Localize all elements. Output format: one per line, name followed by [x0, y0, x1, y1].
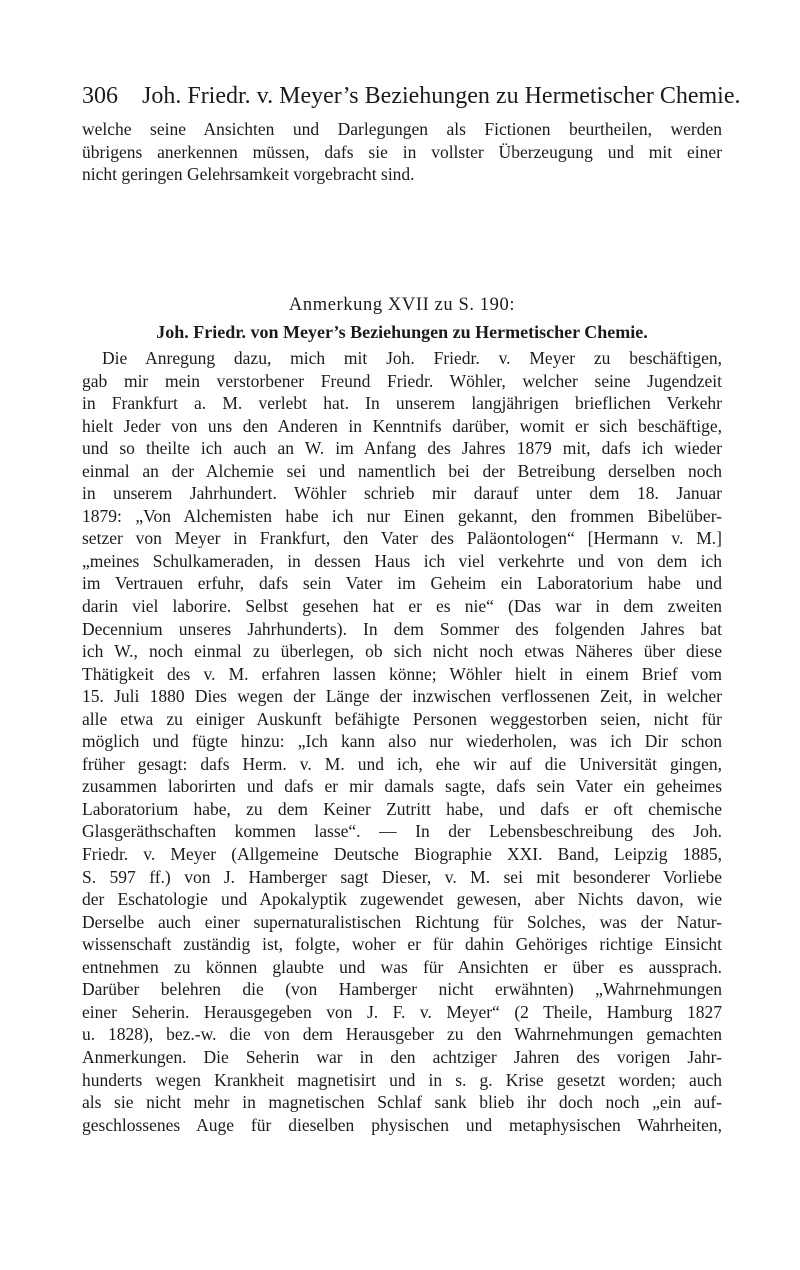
text-line: einmal an der Alchemie sei und namentlich bei der Betreibung derselben noch	[82, 460, 722, 481]
text-line: Darüber belehren die (von Hamberger nicht erwähnten) „Wahrnehmungen	[82, 979, 722, 1000]
page-header	[82, 82, 741, 110]
page-number: 306	[82, 83, 118, 109]
text-line: nicht geringen Gelehrsamkeit vorgebracht sind.	[82, 164, 415, 185]
intro-paragraph	[82, 118, 722, 186]
text-line: einer Seherin. Herausgegeben von J. F. v. Meyer“ (2 Theile, Hamburg 1827	[82, 1001, 722, 1022]
text-line: welche seine Ansichten und Darlegungen als Fictionen beurtheilen, werden	[82, 119, 722, 139]
text-line: S. 597 ff.) von J. Hamberger sagt Dieser, v. M. sei mit besonderer Vorliebe	[82, 866, 722, 887]
text-line: 15. Juli 1880 Dies wegen der Länge der inzwischen verflossenen Zeit, in welcher	[82, 686, 722, 707]
text-line: früher gesagt: dafs Herm. v. M. und ich, ehe wir auf die Universität gingen,	[82, 753, 722, 774]
text-line: in Frankfurt a. M. verlebt hat. In unserem langjährigen brieflichen Verkehr	[82, 393, 722, 414]
text-line: Derselbe auch einer supernaturalistischen Richtung für Solches, was der Natur-	[82, 911, 722, 932]
text-line: als sie nicht mehr in magnetischen Schlaf sank blieb ihr doch noch „ein auf-	[82, 1092, 722, 1113]
text-line: Thätigkeit des v. M. erfahren lassen könne; Wöhler hielt in einem Brief vom	[82, 663, 722, 684]
note-body	[82, 347, 722, 1136]
text-line: Anmerkungen. Die Seherin war in den achtziger Jahren des vorigen Jahr-	[82, 1046, 722, 1067]
note-title: Joh. Friedr. von Meyer’s Beziehungen zu Hermetischer Chemie.	[156, 322, 648, 342]
running-title: Joh. Friedr. v. Meyer’s Beziehungen zu Hermetischer Chemie.	[142, 83, 741, 109]
text-line: darin viel laborire. Selbst gesehen hat er es nie“ (Das war in dem zweiten	[82, 596, 722, 617]
text-line: übrigens anerkennen müssen, dafs sie in vollster Überzeugung und mit einer	[82, 141, 722, 162]
text-line: entnehmen zu können glaubte und was für Ansichten er über es aussprach.	[82, 956, 722, 977]
text-line: Die Anregung dazu, mich mit Joh. Friedr. v. Meyer zu beschäftigen,	[102, 348, 722, 368]
text-line: alle etwa zu einiger Auskunft befähigte Personen weggestorben seien, nicht für	[82, 708, 722, 729]
text-line: hielt Jeder von uns den Anderen in Kenntnifs darüber, womit er sich beschäftige,	[82, 415, 722, 436]
text-line: Decennium unseres Jahrhunderts). In dem Sommer des folgenden Jahres bat	[82, 618, 722, 639]
text-line: Glasgeräthschaften kommen lasse“. — In der Lebensbeschreibung des Joh.	[82, 821, 722, 842]
text-line: 1879: „Von Alchemisten habe ich nur Einen gekannt, den frommen Bibelüber-	[82, 505, 722, 526]
text-line: möglich und fügte hinzu: „Ich kann also nur wiederholen, was ich Dir schon	[82, 731, 722, 752]
text-line: im Vertrauen erfuhr, dafs sein Vater im Geheim ein Laboratorium habe und	[82, 573, 722, 594]
text-line: Friedr. v. Meyer (Allgemeine Deutsche Biographie XXI. Band, Leipzig 1885,	[82, 844, 722, 865]
text-line: ich W., noch einmal zu überlegen, ob sich nicht noch etwas Näheres über diese	[82, 641, 722, 662]
text-line: gab mir mein verstorbener Freund Friedr. Wöhler, welcher seine Jugendzeit	[82, 370, 722, 391]
text-line: setzer von Meyer in Frankfurt, den Vater des Paläontologen“ [Hermann v. M.]	[82, 528, 722, 549]
text-line: u. 1828), bez.-w. die von dem Herausgeber zu den Wahrnehmungen gemachten	[82, 1024, 722, 1045]
text-line: in unserem Jahrhundert. Wöhler schrieb mir darauf unter dem 18. Januar	[82, 483, 722, 504]
text-line: wissenschaft zuständig ist, folgte, woher er für dahin Gehöriges richtige Einsicht	[82, 934, 722, 955]
text-line: „meines Schulkameraden, in dessen Haus ich viel verkehrte und von dem ich	[82, 550, 722, 571]
text-line: geschlossenes Auge für dieselben physischen und metaphysischen Wahrheiten,	[82, 1114, 722, 1135]
note-heading: Anmerkung XVII zu S. 190:	[288, 295, 516, 315]
text-line: hunderts wegen Krankheit magnetisirt und in s. g. Krise gesetzt worden; auch	[82, 1069, 722, 1090]
text-line: und so theilte ich auch an W. im Anfang des Jahres 1879 mit, dafs ich wieder	[82, 438, 722, 459]
text-line: der Eschatologie und Apokalyptik zugewendet gewesen, aber Nichts davon, wie	[82, 889, 722, 910]
text-line: Laboratorium habe, zu dem Keiner Zutritt habe, und dafs er oft chemische	[82, 798, 722, 819]
text-line: zusammen laborirten und dafs er mir damals sagte, dafs sein Vater ein geheimes	[82, 776, 722, 797]
